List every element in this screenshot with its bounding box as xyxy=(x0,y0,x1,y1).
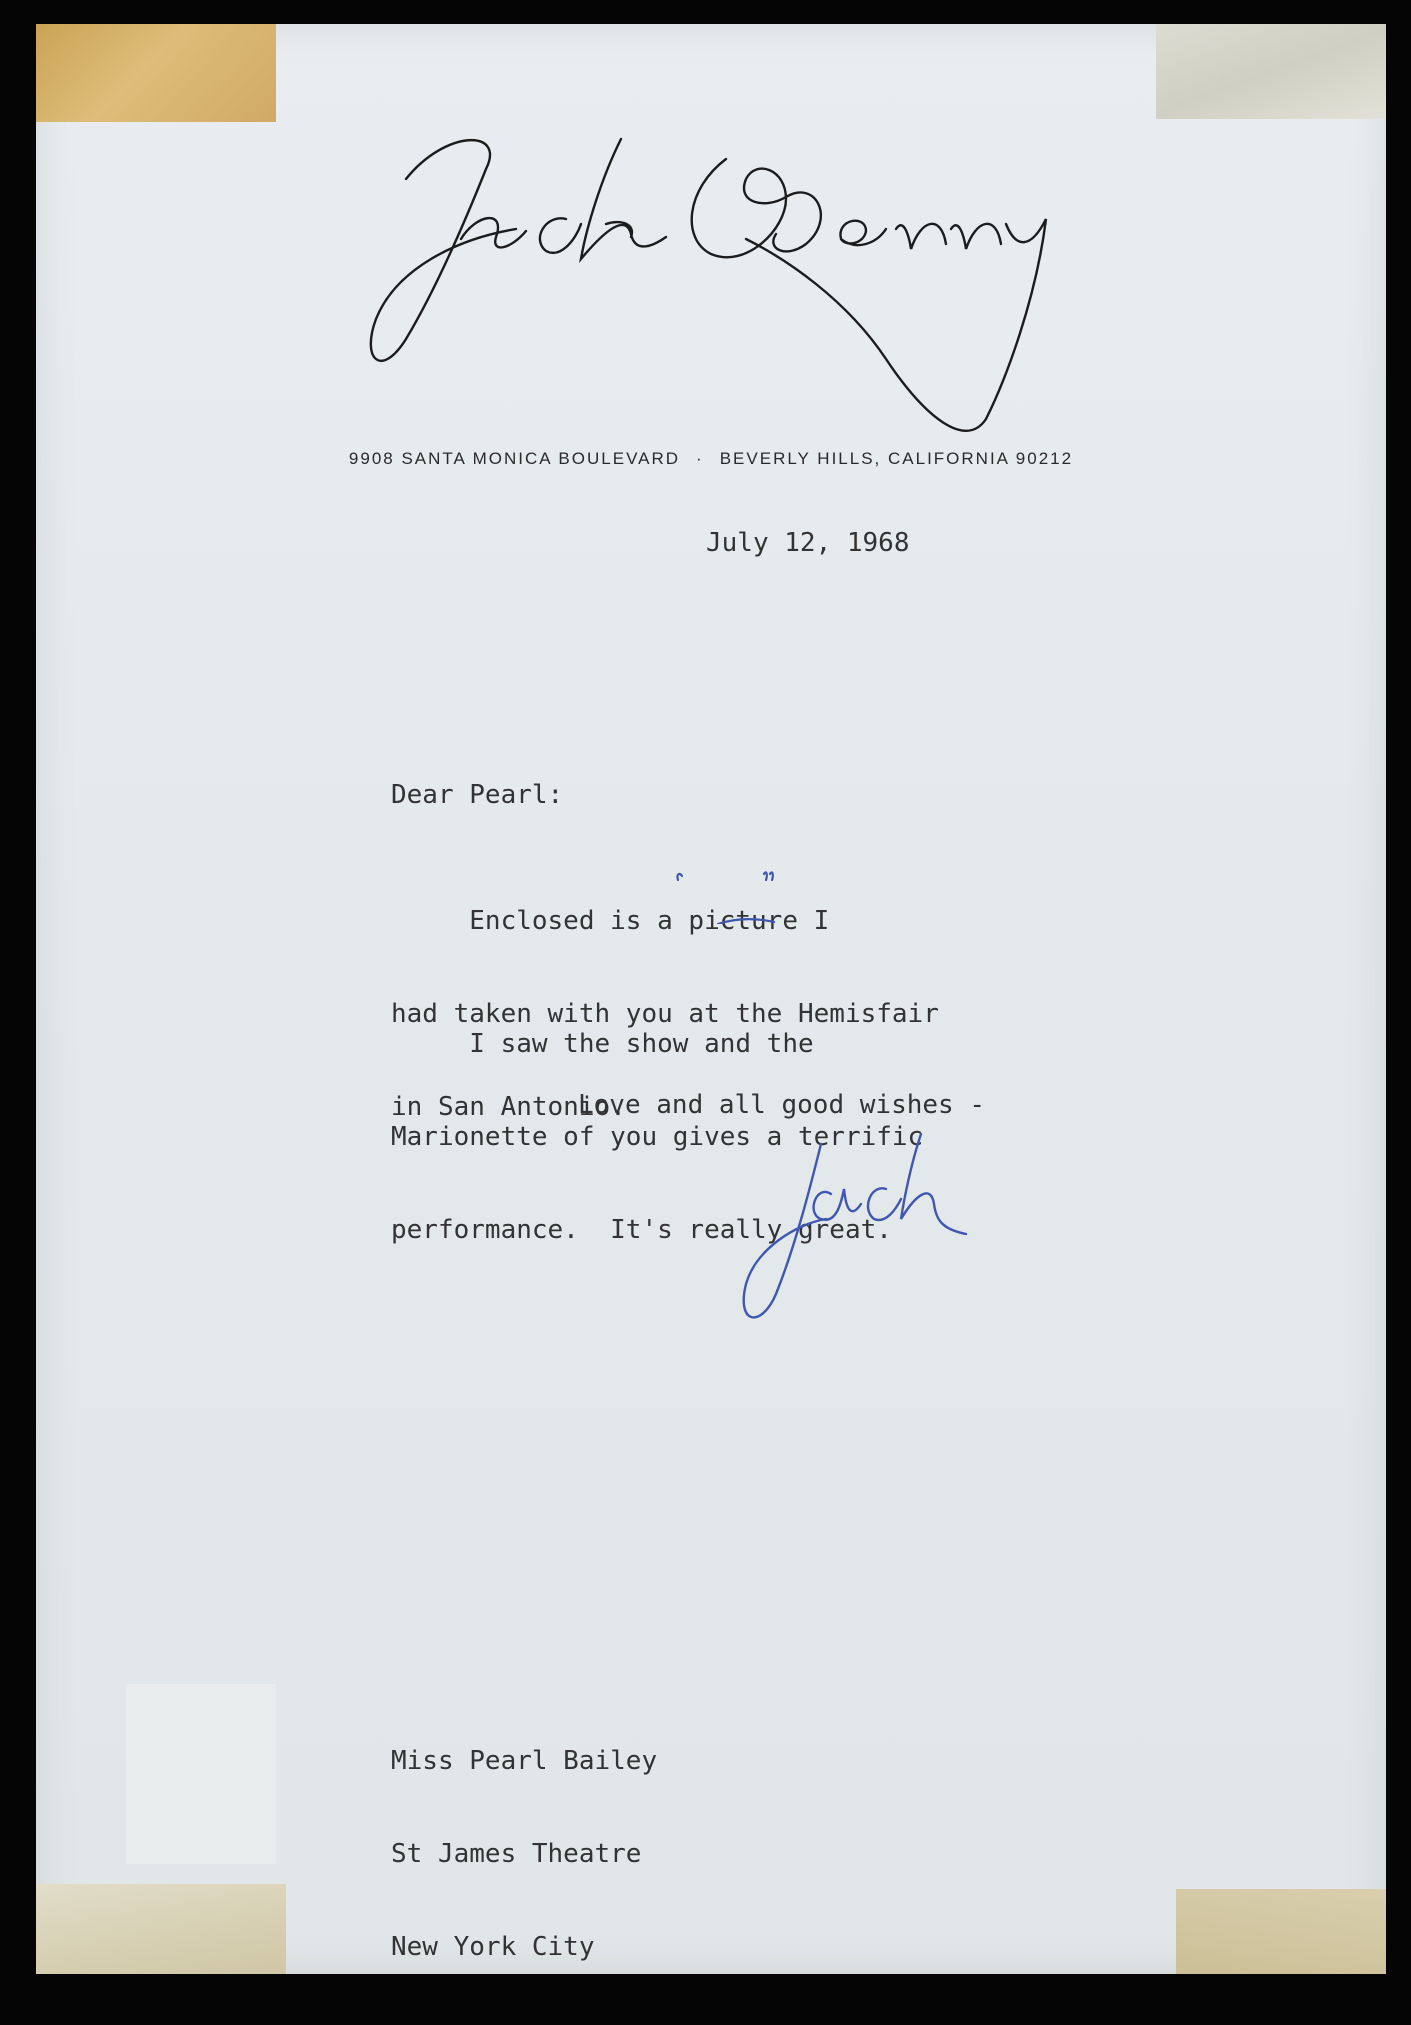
letterhead-address xyxy=(36,449,1386,469)
paragraph-1-line-1: Enclosed is a picture I xyxy=(391,906,830,936)
recipient-venue: St James Theatre xyxy=(391,1839,642,1869)
tape-bottom-left xyxy=(36,1884,286,1974)
handwritten-signature xyxy=(736,1124,996,1334)
tape-top-right xyxy=(1156,24,1386,119)
paper-residue xyxy=(126,1684,276,1864)
letterhead-signature xyxy=(366,119,1126,459)
address-separator: · xyxy=(696,449,704,468)
letter-date: July 12, 1968 xyxy=(706,528,910,558)
paragraph-2-line-3: performance. It's really great. xyxy=(391,1215,892,1245)
closing-line: Love and all good wishes - xyxy=(578,1090,985,1120)
address-street: 9908 SANTA MONICA BOULEVARD xyxy=(348,449,681,468)
tape-top-left xyxy=(36,24,276,122)
letter-paper xyxy=(36,24,1386,1974)
paragraph-2-line-1: I saw the show and the xyxy=(391,1029,814,1059)
salutation: Dear Pearl: xyxy=(391,780,564,810)
ink-annotation-mark xyxy=(656,844,836,924)
paragraph-1-line-2: had taken with you at the Hemisfair xyxy=(391,999,939,1029)
recipient-name: Miss Pearl Bailey xyxy=(391,1746,658,1776)
paragraph-2-line-2: Marionette of you gives a terrific xyxy=(391,1122,924,1152)
paragraph-1-line-3: in San Antonio. xyxy=(391,1092,626,1122)
recipient-address xyxy=(391,1684,657,2025)
recipient-city: New York City xyxy=(391,1932,595,1962)
tape-bottom-right xyxy=(1176,1889,1386,1974)
address-city: BEVERLY HILLS, CALIFORNIA 90212 xyxy=(719,449,1074,468)
